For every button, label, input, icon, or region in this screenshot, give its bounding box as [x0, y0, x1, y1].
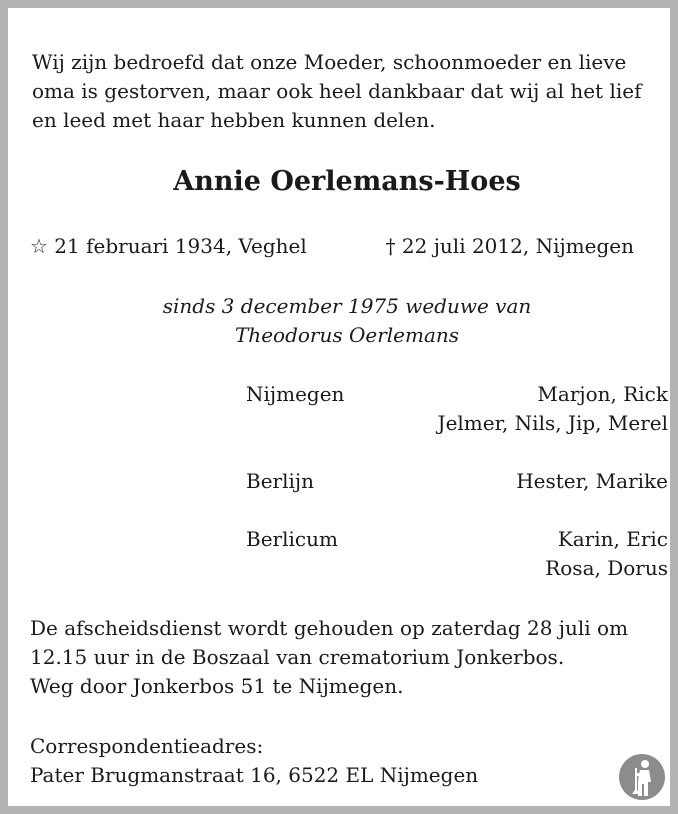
- deceased-name: Annie Oerlemans-Hoes: [173, 166, 521, 197]
- family-place: Berlijn: [246, 469, 314, 493]
- family-names: Marjon, Rick Jelmer, Nils, Jip, Merel: [437, 382, 668, 435]
- birth-date: ☆ 21 februari 1934, Veghel: [30, 234, 307, 258]
- widow-line-2: Theodorus Oerlemans: [234, 323, 460, 347]
- person-with-shovel-logo-icon: [618, 752, 666, 802]
- family-names: Karin, Eric Rosa, Dorus: [545, 527, 668, 580]
- family-place: Berlicum: [246, 527, 338, 551]
- widow-note: [8, 292, 678, 350]
- intro-text: Wij zijn bedroefd dat onze Moeder, schoonmoeder en lieve oma is gestorven, maar ook heel dankbaar dat wij al het lief en leed met haar hebben kunnen delen.: [32, 50, 642, 132]
- death-date: † 22 juli 2012, Nijmegen: [385, 234, 634, 258]
- correspondence: [30, 732, 590, 790]
- correspondence-label: Correspondentieadres:: [30, 734, 264, 758]
- correspondence-address: Pater Brugmanstraat 16, 6522 EL Nijmegen: [30, 763, 479, 787]
- family-names: Hester, Marike: [516, 469, 668, 493]
- family-place: Nijmegen: [246, 382, 345, 406]
- widow-line-1: sinds 3 december 1975 weduwe van: [162, 294, 532, 318]
- service-details: De afscheidsdienst wordt gehouden op zaterdag 28 juli om 12.15 uur in de Boszaal van crematorium Jonkerbos. Weg door Jonkerbos 51 te Nijmegen.: [30, 616, 629, 698]
